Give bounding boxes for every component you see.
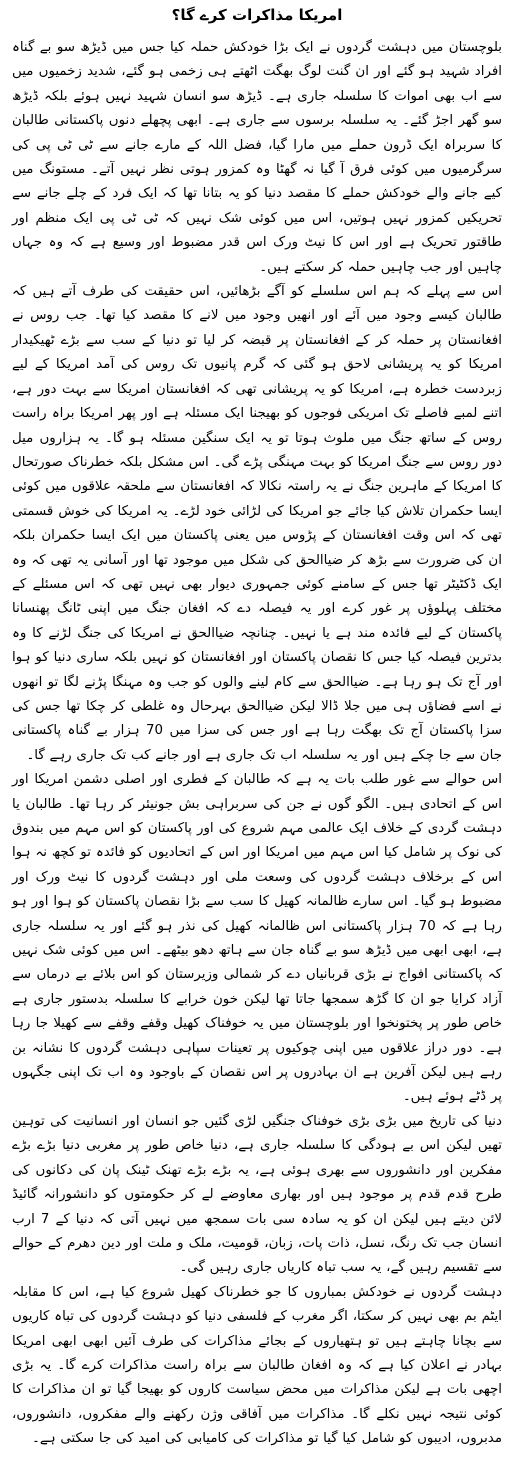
article-paragraph-1: بلوچستان میں دہشت گردوں نے ایک بڑا خودکش حملہ کیا جس میں ڈیڑھ سو بے گناہ افراد شہید ہو گئے اور ان گنت لوگ بھگت اٹھتے ہی زخمی ہو گئے، شدید زخمیوں میں سے اب بھی اموات کا سلسلہ جاری ہے۔ ڈیڑھ سو انسان شہید نہیں ہوئے بلکہ ڈیڑھ سو گھر اجڑ گئے۔ یہ سلسلہ برسوں سے جاری ہے۔ ابھی پچھلے دنوں پاکستانی طالبان کا سربراہ ایک ڈرون حملے میں مارا گیا، فضل اللہ کے مارے جانے سے ٹی ٹی پی کی سرگرمیوں میں کوئی فرق آ گیا نہ گھٹا وہ کمزور ہوتی نظر نہیں آتے۔ مستونگ میں کیے جانے والے خودکش حملے کا مقصد دنیا کو یہ بتانا تھا کہ ایک فرد کے چلے جانے سے تحریکیں کمزور نہیں ہوتیں، اس میں کوئی شک نہیں کہ ٹی ٹی پی ایک منظم اور طاقتور تحریک ہے اور اس کا نیٹ ورک اس قدر مضبوط اور وسیع ہے کہ وہ جہاں چاہیں اور جب چاہیں حملہ کر سکتے ہیں۔ — [12, 40, 502, 275]
article-paragraph-2: اس سے پہلے کہ ہم اس سلسلے کو آگے بڑھائیں، اس حقیقت کی طرف آتے ہیں کہ طالبان کیسے وجود میں آئے اور انھیں وجود میں لانے کا مقصد کیا تھا۔ جب روس نے افغانستان پر حملہ کر کے افغانستان پر قبضہ کر لیا تو دنیا کے سب سے بڑے ٹھیکیدار امریکا کو یہ پریشانی لاحق ہو گئی کہ گرم پانیوں تک روس کی آمد امریکا کے لیے زبردست خطرہ ہے، امریکا کو یہ پریشانی تھی کہ افغانستان امریکا سے بہت دور ہے، اتنے لمبے فاصلے تک امریکی فوجوں کو بھیجنا ایک مسئلہ ہے اور پھر امریکا براہ راست روس کے ساتھ جنگ میں ملوث ہوتا تو یہ ایک سنگین مسئلہ ہو گا۔ یہ ہزاروں میل دور روس سے جنگ امریکا کو بہت مہنگی پڑے گی۔ اس مشکل بلکہ خطرناک صورتحال کا امریکا کے ماہرین جنگ نے یہ راستہ نکالا کہ افغانستان سے ملحقہ علاقوں میں کوئی ایسا حکمران تلاش کیا جائے جو امریکا کی لڑائی خود لڑے۔ یہ امریکا کی خوش قسمتی تھی کہ اس وقت افغانستان کے پڑوس میں یعنی پاکستان میں ایک ایسا حکمران بلکہ ان کی ضرورت سے بڑھ کر ضیاالحق کی شکل میں موجود تھا اور آسانی یہ تھی کہ وہ ایک ڈکٹیٹر تھا جس کے سامنے کوئی جمہوری دیوار بھی نہیں تھی کہ اس مسئلے کے مختلف پہلوؤں پر غور کرے اور یہ فیصلہ دے کہ افغان جنگ میں اپنی ٹانگ پھنسانا پاکستان کے لیے فائدہ مند ہے یا نہیں۔ چنانچہ ضیاالحق نے امریکا کی جنگ لڑنے کا وہ بدترین فیصلہ کیا جس کا نقصان پاکستان اور افغانستان کو نہیں بلکہ ساری دنیا کو ہوا اور آج تک ہو رہا ہے۔ ضیاالحق سے کام لینے والوں کو جب وہ مہنگا پڑنے لگا تو انھوں نے اسے فضاؤں ہی میں جلا ڈالا لیکن ضیاالحق بہرحال وہ غلطی کر چکا تھا جس کی سزا پاکستان آج تک بھگت رہا ہے اور جس کی سزا میں 70 ہزار بے گناہ پاکستانی جان سے جا چکے ہیں اور یہ سلسلہ اب تک جاری ہے اور جانے کب تک جاری رہے گا۔ — [12, 284, 503, 763]
article-paragraph-3: اس حوالے سے غور طلب بات یہ ہے کہ طالبان کے فطری اور اصلی دشمن امریکا اور اس کے اتحادی ہیں۔ الگو گوں نے جن کی سربراہی بش جونیئر کر رہا تھا۔ طالبان یا دہشت گردی کے خلاف ایک عالمی مہم شروع کی اور پاکستان کو اس مہم میں بندوق کی نوک پر شامل کیا اس مہم میں امریکا اور اس کے اتحادیوں کو فائدہ تو کچھ نہ ہوا اس کے برخلاف دہشت گردوں کی وسعت ملی اور دہشت گردوں کا نیٹ ورک اور مضبوط ہو گیا۔ اس سارے ظالمانہ کھیل کا سب سے بڑا نقصان پاکستان کو ہوا اور ہو رہا ہے کہ 70 ہزار پاکستانی اس ظالمانہ کھیل کی نذر ہو گئے اور یہ سلسلہ جاری ہے، ابھی ابھی میں ڈیڑھ سو بے گناہ جان سے ہاتھ دھو بیٹھے۔ اس میں کوئی شک نہیں کہ پاکستانی افواج نے بڑی قربانیاں دے کر شمالی وزیرستان کو اس بلائے بے درماں سے آزاد کرایا جو ان کا گڑھ سمجھا جاتا تھا لیکن خون خرابے کا سلسلہ بدستور جاری ہے خاص طور پر پختونخوا اور بلوچستان میں یہ خوفناک کھیل وقفے وقفے سے کھیلا جا رہا ہے۔ دور دراز علاقوں میں اپنی چوکیوں پر تعینات سپاہی دہشت گردوں کا نشانہ بن رہے ہیں لیکن آفرین ہے ان بہادروں پر اس نقصان کے باوجود وہ اب تک اپنی جگہوں پر ڈٹے ہوئے ہیں۔ — [12, 772, 503, 1105]
article-paragraph-5: دہشت گردوں نے خودکش بمباروں کا جو خطرناک کھیل شروع کیا ہے، اس کا مقابلہ ایٹم بم بھی نہیں کر سکتا، اگر مغرب کے فلسفی دنیا کو دہشت گردوں کی تباہ کاریوں سے بچانا چاہتے ہیں تو ہتھیاروں کے بجائے مذاکرات کی طرف آئیں ابھی ابھی امریکا بہادر نے اعلان کیا ہے کہ وہ افغان طالبان سے براہ راست مذاکرات کرے گا۔ یہ بڑی اچھی بات ہے لیکن مذاکرات میں محض سیاست کاروں کو بھیجا گیا تو ان مذاکرات کا کوئی نتیجہ نہیں نکلے گا۔ مذاکرات میں آفاقی وژن رکھنے والے مفکروں، دانشوروں، مدبروں، ادیبوں کو شامل کیا گیا تو مذاکرات کی کامیابی کی امید کی جا سکتی ہے۔ — [12, 1284, 502, 1447]
article-paragraph-4: دنیا کی تاریخ میں بڑی بڑی خوفناک جنگیں لڑی گئیں جو انسان اور انسانیت کی توہین تھیں لیکن اس بے ہودگی کا سلسلہ جاری ہے، دنیا خاص طور پر مغربی دنیا بڑے بڑے مفکرین اور دانشوروں سے بھری ہوئی ہے، یہ بڑے بڑے تھنک ٹینک پان کی دکانوں کی طرح قدم قدم پر موجود ہیں اور بھاری معاوضے لے کر حکومتوں کو دانشورانہ گائیڈ لائن دیتے ہیں لیکن ان کو یہ سادہ سی بات سمجھ میں نہیں آتی کہ دنیا کے 7 ارب انسان جب تک رنگ، نسل، ذات پات، زبان، قومیت، ملک و ملت اور دین دھرم کے حوالے سے تقسیم رہیں گے، یہ سب تباہ کاریاں جاری رہیں گی۔ — [12, 1113, 502, 1276]
article-title: امریکا مذاکرات کرے گا؟ — [171, 6, 343, 24]
